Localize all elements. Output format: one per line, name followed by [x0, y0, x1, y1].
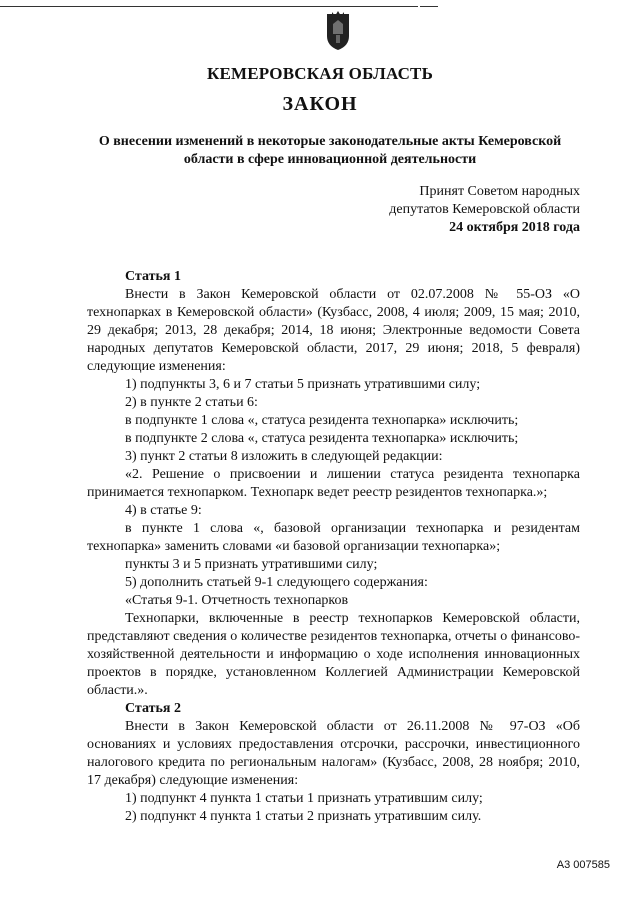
article-2-heading: Статья 2	[125, 701, 181, 716]
article-1-item: пункты 3 и 5 признать утратившими силу;	[125, 557, 378, 572]
article-1-intro: Внести в Закон Кемеровской области от 02.07.2008 № 55-ОЗ «О технопарках в Кемеровской области» (Кузбасс, 2008, 4 июля; 2009, 15 мая; 2010, 29 декабря; 2013, 28 декабря; 2014, 18 июня; Электронные ведомости Совета народных депутатов Кемеровской области, 2017, 29 июня; 2018, 5 февраля) следующие изменения:	[87, 287, 580, 374]
adoption-block	[320, 183, 580, 237]
top-rule	[0, 6, 418, 7]
article-2-item: 1) подпункт 4 пункта 1 статьи 1 признать утратившим силу;	[125, 791, 483, 806]
article-1-item: в пункте 1 слова «, базовой организации технопарка и резидентам технопарка» заменить словами «и базовой организации технопарка»;	[87, 521, 580, 554]
article-2-intro: Внести в Закон Кемеровской области от 26.11.2008 № 97-ОЗ «Об основаниях и условиях предоставления отсрочки, рассрочки, инвестиционного налогового кредита по региональным налогам» (Кузбасс, 2008, 28 ноября; 2010, 17 декабря) следующие изменения:	[87, 719, 580, 788]
article-1-item: «Статья 9-1. Отчетность технопарков	[125, 593, 349, 608]
article-1-item: Технопарки, включенные в реестр технопарков Кемеровской области, представляют сведения о количестве резидентов технопарка, отчеты о финансово-хозяйственной деятельности и информацию о ходе исполнения инновационных проектов в порядке, установленном Коллегией Администрации Кемеровской области.».	[87, 611, 580, 698]
article-1-item: «2. Решение о присвоении и лишении статуса резидента технопарка принимается технопарком. Технопарк ведет реестр резидентов технопарка.»;	[87, 467, 580, 500]
document-title: О внесении изменений в некоторые законодательные акты Кемеровской области в сфере инновационной деятельности	[98, 134, 562, 167]
article-1-item: 4) в статье 9:	[125, 503, 202, 518]
article-1-item: 1) подпункты 3, 6 и 7 статьи 5 признать утратившими силу;	[125, 377, 481, 392]
article-1-item: 3) пункт 2 статьи 8 изложить в следующей редакции:	[125, 449, 443, 464]
coat-of-arms-icon	[323, 10, 353, 52]
adoption-date: 24 октября 2018 года	[449, 220, 580, 235]
article-1	[87, 268, 580, 700]
document-serial-number: А3 007585	[556, 859, 610, 871]
document-type: ЗАКОН	[282, 93, 358, 115]
adoption-line-1: Принят Советом народных	[419, 184, 580, 199]
article-2-item: 2) подпункт 4 пункта 1 статьи 2 признать утратившим силу.	[125, 809, 482, 824]
article-1-item: 2) в пункте 2 статьи 6:	[125, 395, 258, 410]
top-rule-short	[420, 6, 438, 7]
article-1-item: 5) дополнить статьей 9-1 следующего содержания:	[125, 575, 428, 590]
article-1-heading: Статья 1	[125, 269, 181, 284]
article-2	[87, 700, 580, 826]
article-1-item: в подпункте 1 слова «, статуса резидента технопарка» исключить;	[125, 413, 519, 428]
region-heading: КЕМЕРОВСКАЯ ОБЛАСТЬ	[206, 64, 434, 83]
article-1-item: в подпункте 2 слова «, статуса резидента технопарка» исключить;	[125, 431, 519, 446]
adoption-line-2: депутатов Кемеровской области	[389, 202, 580, 217]
